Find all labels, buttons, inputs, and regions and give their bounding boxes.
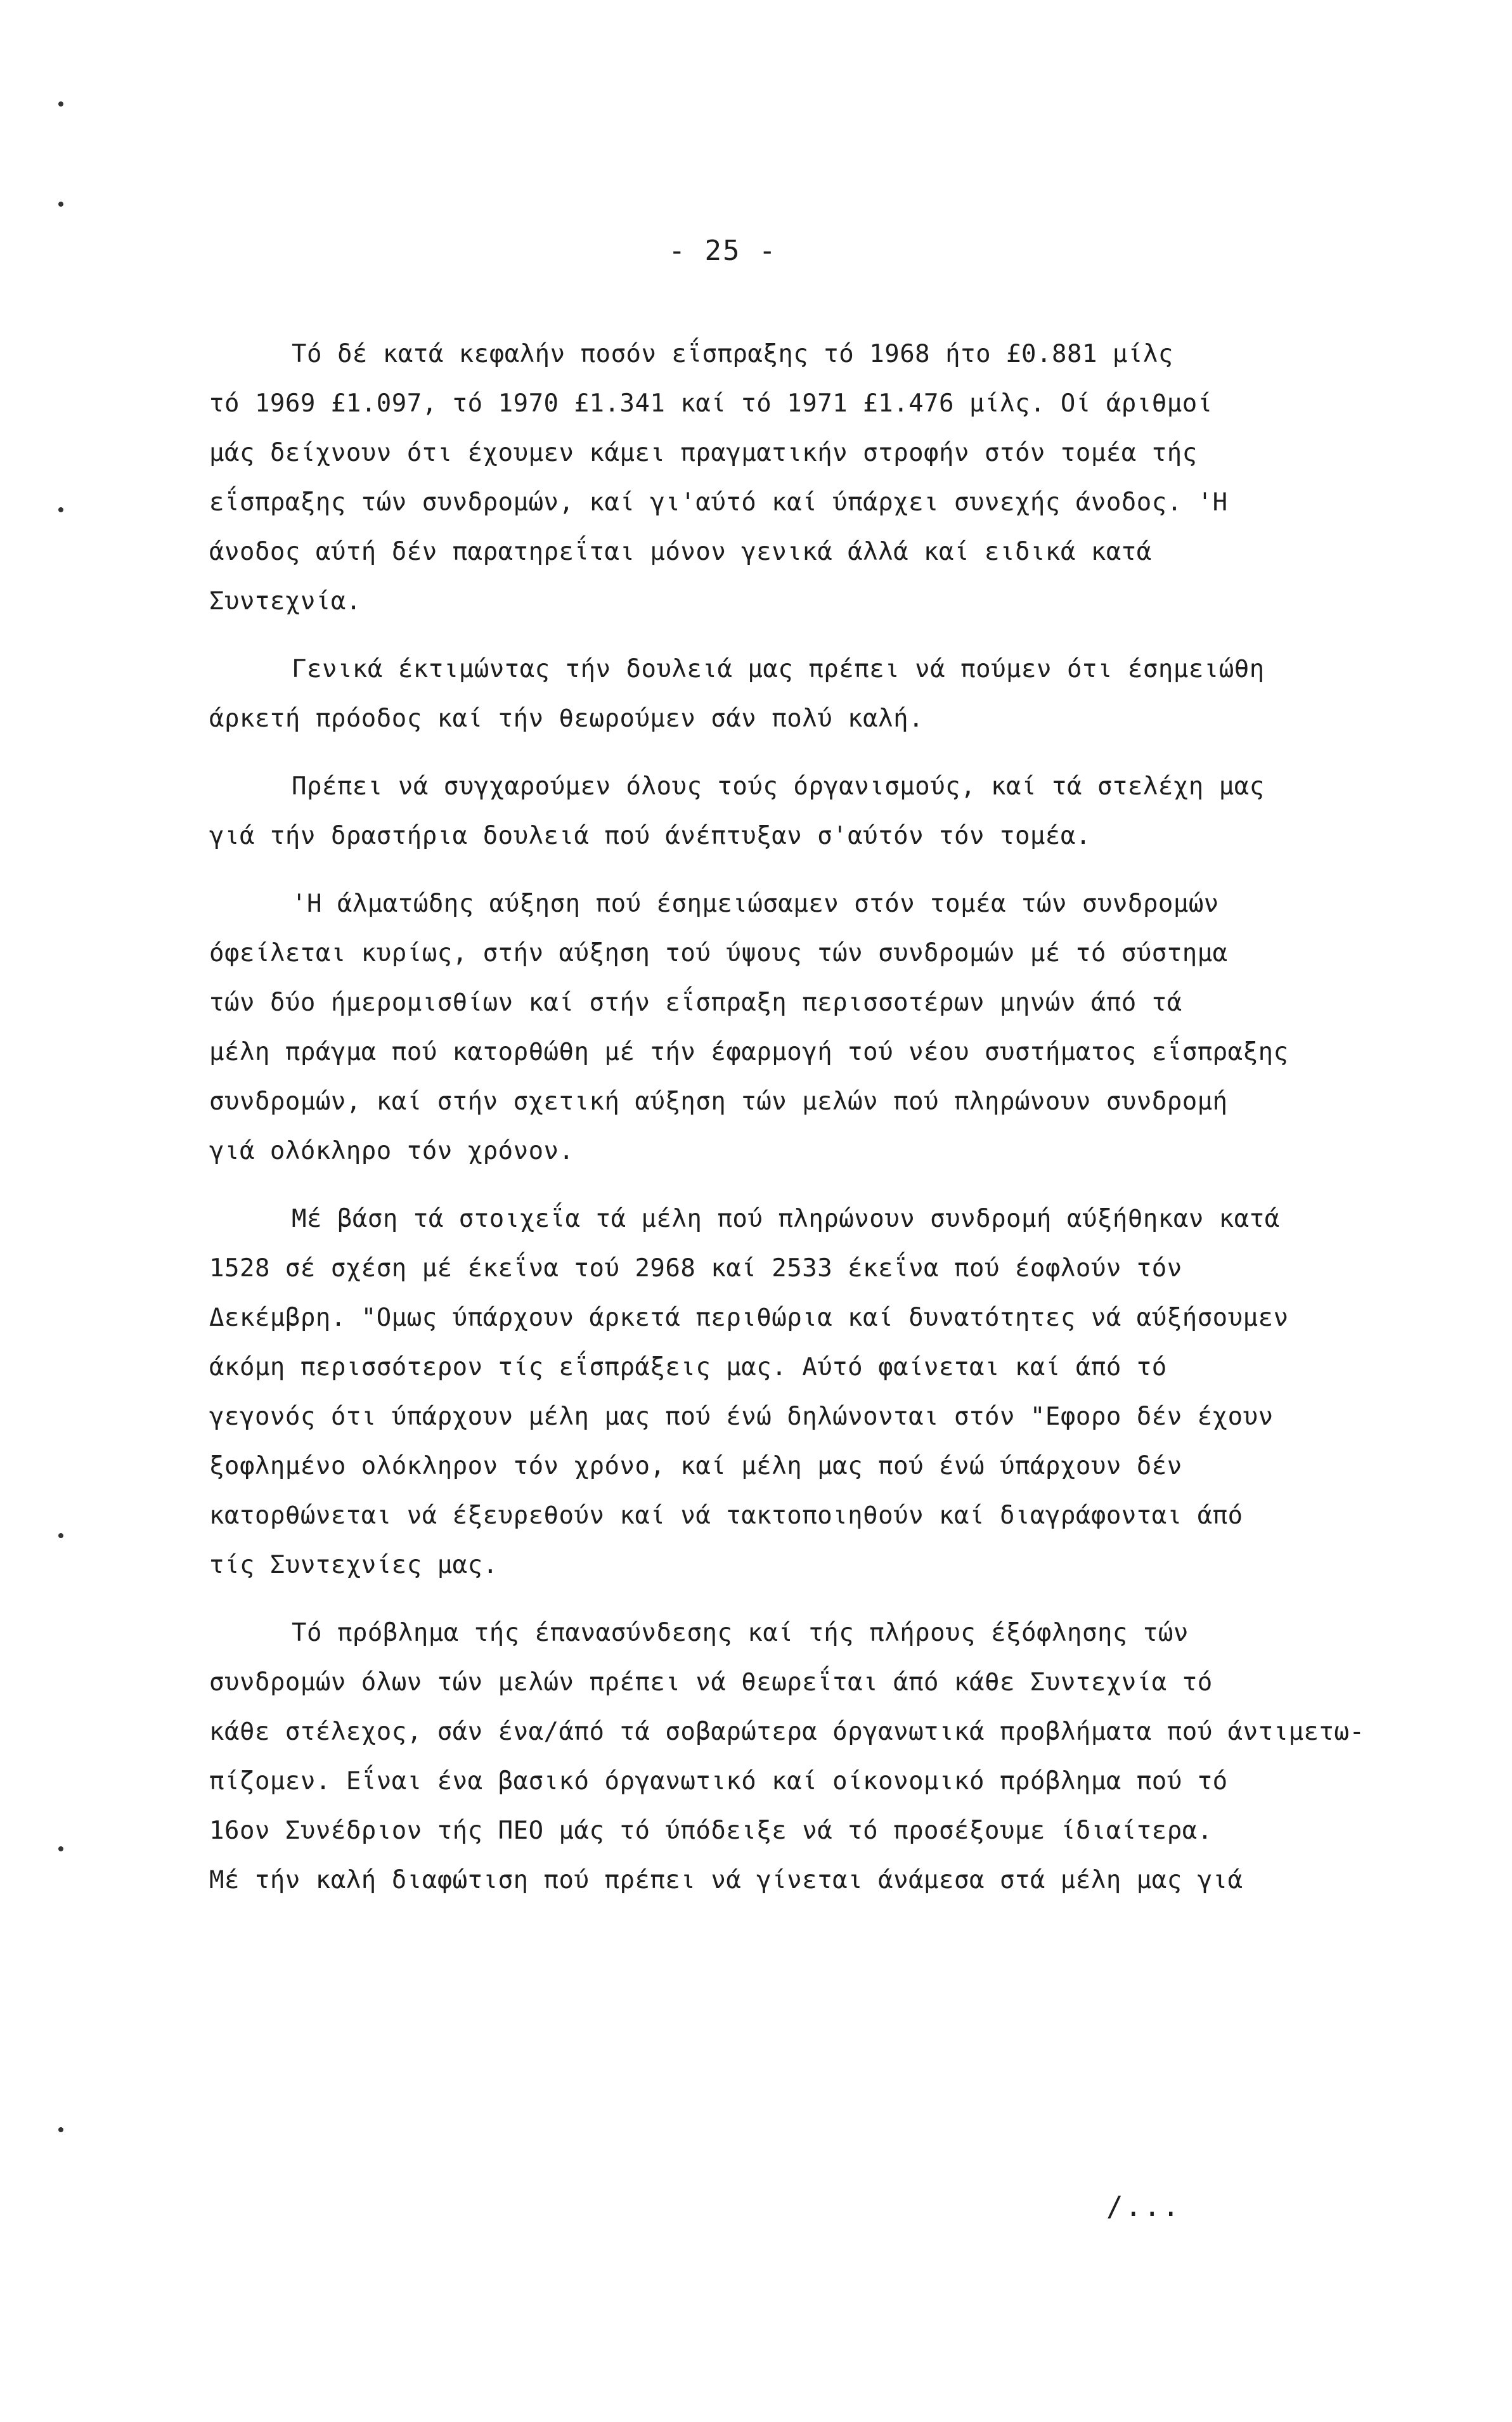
margin-mark — [58, 1533, 63, 1538]
text-line: Γενικά έκτιμώντας τήν δουλειά μας πρέπει νά πούμεν ότι έσημειώθη — [292, 655, 1265, 683]
text-line: μέλη πράγμα πού κατορθώθη μέ τήν έφαρμογή τού νέου συστήματος εΐσπραξης — [209, 1038, 1289, 1066]
text-line: κάθε στέλεχος, σάν ένα/άπό τά σοβαρώτερα όργανωτικά προβλήματα πού άντιμετω- — [209, 1718, 1365, 1746]
text-line: 16ον Συνέδριον τής ΠΕΟ μάς τό ύπόδειξε νά τό προσέξουμε ίδιαίτερα. — [209, 1816, 1213, 1845]
text-line: γιά ολόκληρο τόν χρόνον. — [209, 1137, 574, 1165]
text-line: τίς Συντεχνίες μας. — [209, 1551, 498, 1579]
text-line: Τό πρόβλημα τής έπανασύνδεσης καί τής πλήρους έξόφλησης τών — [292, 1619, 1189, 1647]
text-line: συνδρομών, καί στήν σχετική αύξηση τών μελών πού πληρώνουν συνδρομή — [209, 1087, 1228, 1116]
text-line: κατορθώνεται νά έξευρεθούν καί νά τακτοποιηθούν καί διαγράφονται άπό — [209, 1501, 1243, 1530]
text-line: 1528 σέ σχέση μέ έκεΐνα τού 2968 καί 2533 έκεΐνα πού έοφλούν τόν — [209, 1254, 1182, 1283]
text-line: Πρέπει νά συγχαρούμεν όλους τούς όργανισμούς, καί τά στελέχη μας — [292, 772, 1265, 801]
text-line: γεγονός ότι ύπάρχουν μέλη μας πού ένώ δηλώνονται στόν "Εφορο δέν έχουν — [209, 1402, 1274, 1431]
text-line: συνδρομών όλων τών μελών πρέπει νά θεωρεΐται άπό κάθε Συντεχνία τό — [209, 1668, 1213, 1697]
text-line: 'Η άλματώδης αύξηση πού έσημειώσαμεν στόν τομέα τών συνδρομών — [292, 890, 1219, 918]
text-line: Συντεχνία. — [209, 587, 361, 616]
text-line: άκόμη περισσότερον τίς εΐσπράξεις μας. Αύτό φαίνεται καί άπό τό — [209, 1353, 1167, 1382]
text-line: τό 1969 £1.097, τό 1970 £1.341 καί τό 1971 £1.476 μίλς. Οί άριθμοί — [209, 389, 1213, 418]
page-number: - 25 - — [668, 235, 777, 267]
text-line: όφείλεται κυρίως, στήν αύξηση τού ύψους τών συνδρομών μέ τό σύστημα — [209, 939, 1228, 968]
margin-mark — [58, 101, 63, 107]
continuation-mark: /... — [1106, 2191, 1181, 2223]
text-line: Τό δέ κατά κεφαλήν ποσόν εΐσπραξης τό 1968 ήτο £0.881 μίλς — [292, 340, 1173, 368]
margin-mark — [58, 202, 63, 207]
text-line: μάς δείχνουν ότι έχουμεν κάμει πραγματικήν στροφήν στόν τομέα τής — [209, 439, 1198, 467]
text-line: εΐσπραξης τών συνδρομών, καί γι'αύτό καί ύπάρχει συνεχής άνοδος. 'Η — [209, 488, 1228, 517]
text-line: τών δύο ήμερομισθίων καί στήν εΐσπραξη περισσοτέρων μηνών άπό τά — [209, 988, 1182, 1017]
paragraph — [209, 645, 1369, 744]
margin-mark — [58, 2127, 63, 2132]
text-line: άνοδος αύτή δέν παρατηρεΐται μόνον γενικά άλλά καί ειδικά κατά — [209, 538, 1152, 566]
margin-mark — [58, 507, 63, 512]
paragraph — [209, 762, 1369, 861]
body-text — [209, 330, 1369, 1924]
text-line: ξοφλημένο ολόκληρον τόν χρόνο, καί μέλη μας πού ένώ ύπάρχουν δέν — [209, 1452, 1182, 1480]
text-line: Μέ βάση τά στοιχεΐα τά μέλη πού πληρώνουν συνδρομή αύξήθηκαν κατά — [292, 1205, 1280, 1233]
text-line: Δεκέμβρη. "Ομως ύπάρχουν άρκετά περιθώρια καί δυνατότητες νά αύξήσουμεν — [209, 1304, 1289, 1332]
text-line: άρκετή πρόοδος καί τήν θεωρούμεν σάν πολύ καλή. — [209, 704, 924, 733]
paragraph — [209, 879, 1369, 1176]
paragraph — [209, 330, 1369, 626]
text-line: γιά τήν δραστήρια δουλειά πού άνέπτυξαν σ'αύτόν τόν τομέα. — [209, 822, 1091, 850]
margin-mark — [58, 1846, 63, 1851]
text-line: Μέ τήν καλή διαφώτιση πού πρέπει νά γίνεται άνάμεσα στά μέλη μας γιά — [209, 1866, 1243, 1894]
paragraph — [209, 1195, 1369, 1590]
text-line: πίζομεν. Εΐναι ένα βασικό όργανωτικό καί οίκονομικό πρόβλημα πού τό — [209, 1767, 1228, 1796]
paragraph — [209, 1609, 1369, 1905]
